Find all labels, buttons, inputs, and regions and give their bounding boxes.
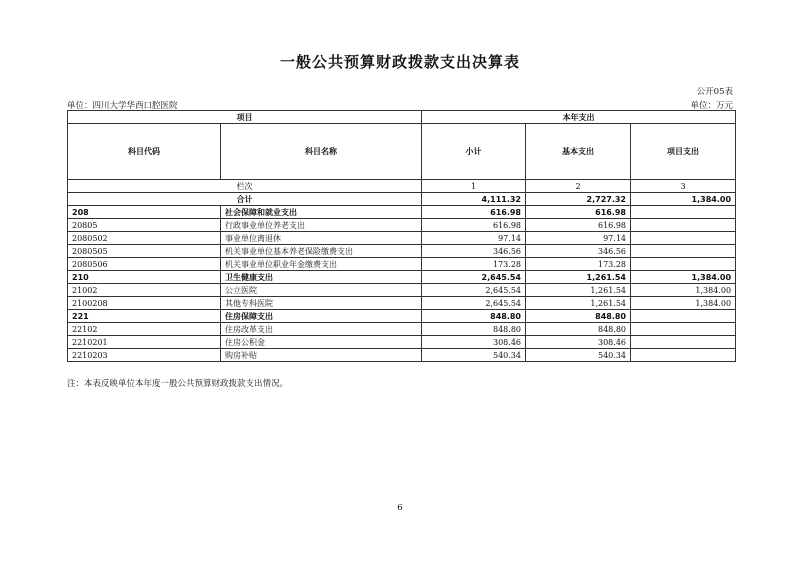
row-code: 221: [68, 310, 221, 323]
column-index-label: 栏次: [68, 180, 422, 193]
header-row-1: [68, 111, 736, 124]
table-row: [68, 245, 736, 258]
expenditure-table: [67, 110, 736, 362]
row-project: [631, 219, 736, 232]
row-project: [631, 323, 736, 336]
row-name: 公立医院: [221, 284, 422, 297]
row-subtotal: 616.98: [422, 219, 526, 232]
row-basic: 848.80: [526, 310, 631, 323]
table-row: [68, 349, 736, 362]
row-subtotal: 97.14: [422, 232, 526, 245]
row-project: [631, 310, 736, 323]
table-row: [68, 310, 736, 323]
row-subtotal: 540.34: [422, 349, 526, 362]
row-basic: 308.46: [526, 336, 631, 349]
row-subtotal: 848.80: [422, 323, 526, 336]
row-name: 购房补贴: [221, 349, 422, 362]
total-row: [68, 193, 736, 206]
row-code: 2080506: [68, 258, 221, 271]
page-number: 6: [397, 503, 403, 513]
row-basic: 1,261.54: [526, 271, 631, 284]
header-row-2: [68, 124, 736, 180]
unit-name: 单位：四川大学华西口腔医院: [67, 101, 178, 111]
total-project: 1,384.00: [631, 193, 736, 206]
header-project-expenditure: 项目支出: [631, 124, 736, 180]
table-row: [68, 206, 736, 219]
row-code: 2080502: [68, 232, 221, 245]
header-project: 项目: [68, 111, 422, 124]
column-index-row: [68, 180, 736, 193]
header-subtotal: 小计: [422, 124, 526, 180]
total-basic: 2,727.32: [526, 193, 631, 206]
row-subtotal: 308.46: [422, 336, 526, 349]
row-name: 住房改革支出: [221, 323, 422, 336]
row-basic: 616.98: [526, 219, 631, 232]
row-code: 2080505: [68, 245, 221, 258]
table-row: [68, 323, 736, 336]
table-row: [68, 232, 736, 245]
table-row: [68, 258, 736, 271]
row-name: 住房保障支出: [221, 310, 422, 323]
total-subtotal: 4,111.32: [422, 193, 526, 206]
row-basic: 540.34: [526, 349, 631, 362]
row-code: 2210203: [68, 349, 221, 362]
row-subtotal: 2,645.54: [422, 284, 526, 297]
header-current-year: 本年支出: [422, 111, 736, 124]
row-basic: 616.98: [526, 206, 631, 219]
header-code: 科目代码: [68, 124, 221, 180]
row-subtotal: 616.98: [422, 206, 526, 219]
table-note: 注：本表反映单位本年度一般公共预算财政拨款支出情况。: [67, 379, 289, 389]
column-index-3: 3: [631, 180, 736, 193]
row-name: 住房公积金: [221, 336, 422, 349]
column-index-1: 1: [422, 180, 526, 193]
row-subtotal: 173.28: [422, 258, 526, 271]
row-basic: 1,261.54: [526, 297, 631, 310]
row-project: 1,384.00: [631, 297, 736, 310]
row-code: 2100208: [68, 297, 221, 310]
row-project: [631, 349, 736, 362]
row-name: 社会保障和就业支出: [221, 206, 422, 219]
row-name: 事业单位离退休: [221, 232, 422, 245]
row-name: 卫生健康支出: [221, 271, 422, 284]
row-project: 1,384.00: [631, 271, 736, 284]
row-project: [631, 206, 736, 219]
row-subtotal: 2,645.54: [422, 297, 526, 310]
row-name: 行政事业单位养老支出: [221, 219, 422, 232]
row-code: 20805: [68, 219, 221, 232]
total-label: 合计: [68, 193, 422, 206]
row-name: 机关事业单位职业年金缴费支出: [221, 258, 422, 271]
table-row: [68, 219, 736, 232]
row-name: 其他专科医院: [221, 297, 422, 310]
row-basic: 97.14: [526, 232, 631, 245]
row-basic: 848.80: [526, 323, 631, 336]
table-row: [68, 271, 736, 284]
row-project: [631, 245, 736, 258]
row-code: 21002: [68, 284, 221, 297]
table-row: [68, 284, 736, 297]
page-title: 一般公共预算财政拨款支出决算表: [279, 53, 520, 71]
row-code: 22102: [68, 323, 221, 336]
currency-unit: 单位：万元: [690, 101, 733, 111]
row-subtotal: 346.56: [422, 245, 526, 258]
table-row: [68, 336, 736, 349]
row-code: 208: [68, 206, 221, 219]
row-project: [631, 258, 736, 271]
header-name: 科目名称: [221, 124, 422, 180]
row-basic: 346.56: [526, 245, 631, 258]
row-code: 210: [68, 271, 221, 284]
form-number: 公开05表: [696, 87, 733, 97]
row-subtotal: 2,645.54: [422, 271, 526, 284]
row-basic: 173.28: [526, 258, 631, 271]
column-index-2: 2: [526, 180, 631, 193]
row-code: 2210201: [68, 336, 221, 349]
row-project: [631, 336, 736, 349]
row-project: 1,384.00: [631, 284, 736, 297]
row-subtotal: 848.80: [422, 310, 526, 323]
row-project: [631, 232, 736, 245]
table-row: [68, 297, 736, 310]
header-basic: 基本支出: [526, 124, 631, 180]
row-basic: 1,261.54: [526, 284, 631, 297]
row-name: 机关事业单位基本养老保险缴费支出: [221, 245, 422, 258]
